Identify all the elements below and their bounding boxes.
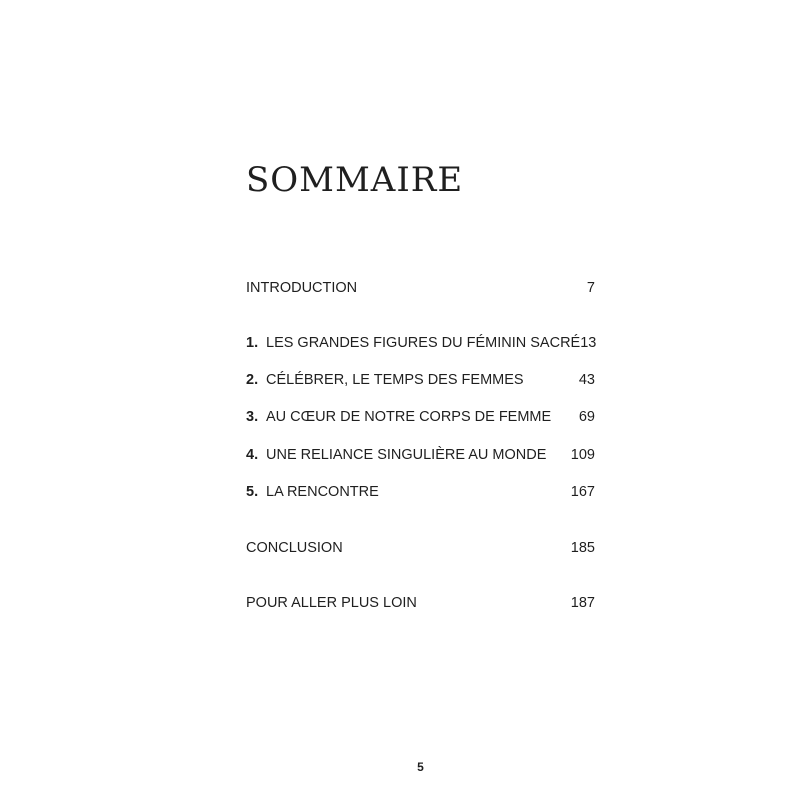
toc-entry-number: 3. bbox=[246, 409, 259, 425]
toc-entry-label: INTRODUCTION bbox=[246, 280, 358, 296]
toc-entry-page: 43 bbox=[578, 372, 595, 388]
toc-entry-number: 2. bbox=[246, 372, 259, 388]
toc-entry-introduction bbox=[246, 277, 595, 299]
toc-entry-page: 69 bbox=[578, 409, 595, 425]
toc-entry-page: 7 bbox=[586, 280, 595, 296]
toc-entry-number: 4. bbox=[246, 447, 259, 463]
toc-entry-label: UNE RELIANCE SINGULIÈRE AU MONDE bbox=[266, 447, 547, 463]
toc-entry-page: 13 bbox=[580, 335, 597, 351]
toc-entry-label: AU CŒUR DE NOTRE CORPS DE FEMME bbox=[266, 409, 552, 425]
toc-entry-label: CONCLUSION bbox=[246, 540, 343, 556]
toc-entry-page: 167 bbox=[570, 484, 595, 500]
toc-entry-chapter-4 bbox=[246, 444, 595, 466]
toc-entry-label: LES GRANDES FIGURES DU FÉMININ SACRÉ bbox=[266, 335, 581, 351]
toc-entry-label: LA RENCONTRE bbox=[266, 484, 379, 500]
toc-entry-page: 187 bbox=[570, 595, 595, 611]
toc-entry-page: 109 bbox=[570, 447, 595, 463]
toc-entry-chapter-1 bbox=[246, 332, 595, 354]
toc-entry-chapter-5 bbox=[246, 481, 595, 503]
toc-entry-page: 185 bbox=[570, 540, 595, 556]
toc-entry-chapter-2 bbox=[246, 369, 595, 391]
page-title: SOMMAIRE bbox=[246, 160, 464, 200]
toc-entry-conclusion bbox=[246, 537, 595, 559]
toc-entry-further-reading bbox=[246, 592, 595, 614]
toc-entry-number: 1. bbox=[246, 335, 259, 351]
toc-entry-label: POUR ALLER PLUS LOIN bbox=[246, 595, 417, 611]
toc-entry-label: CÉLÉBRER, LE TEMPS DES FEMMES bbox=[266, 372, 524, 388]
page-number: 5 bbox=[417, 760, 424, 774]
toc-entry-number: 5. bbox=[246, 484, 259, 500]
toc-entry-chapter-3 bbox=[246, 406, 595, 428]
